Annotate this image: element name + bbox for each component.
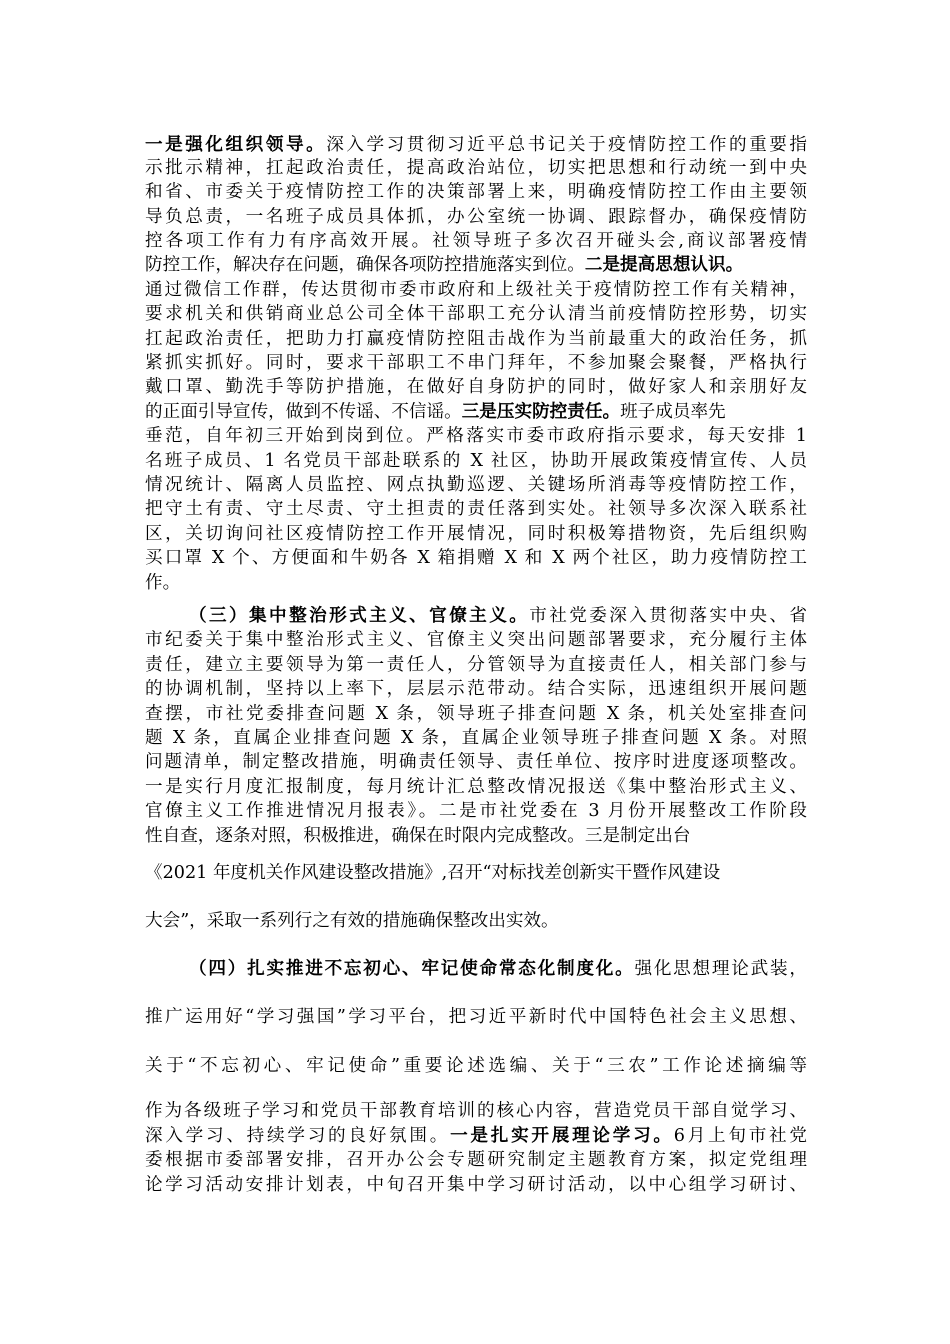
text-line — [145, 279, 807, 301]
text-line — [145, 134, 807, 156]
text-line — [145, 523, 807, 545]
bold-heading-text: 一是强化组织领导。 — [145, 134, 327, 155]
text-line — [145, 157, 807, 179]
body-text: 大会”，采取一系列行之有效的措施确保整改出实效。 — [145, 911, 559, 931]
text-line — [145, 776, 807, 798]
body-text: 6月上旬市社党 — [673, 1126, 807, 1146]
body-text: 论学习活动安排计划表，中旬召开集中学习研讨活动，以中心组学习研讨、 — [145, 1175, 807, 1195]
body-text: 题 X 条，直属企业排查问题 X 条，直属企业领导班子排查问题 X 条。对照 — [145, 728, 807, 748]
text-line — [145, 376, 807, 398]
bold-heading-text: 二是提高思想认识。 — [584, 254, 744, 275]
bold-heading-text: 一是扎实开展理论学习。 — [450, 1125, 674, 1146]
body-text: 性自查，逐条对照，积极推进，确保在时限内完成整改。三是制定出台 — [145, 826, 691, 846]
text-line — [145, 678, 807, 700]
body-text: 一是实行月度汇报制度，每月统计汇总整改情况报送《集中整治形式主义、 — [145, 777, 807, 797]
body-text: 深入学习贯彻习近平总书记关于疫情防控工作的重要指 — [326, 135, 807, 155]
bold-heading-text: （三）集中整治形式主义、官僚主义。 — [189, 605, 530, 626]
body-text: 推广运用好“学习强国”学习平台，把习近平新时代中国特色社会主义思想、 — [145, 1007, 807, 1027]
body-text: 委根据市委部署安排，召开办公会专题研究制定主题教育方案，拟定党组理 — [145, 1150, 807, 1170]
text-line — [145, 303, 807, 325]
body-text: 市社党委深入贯彻落实中央、省 — [529, 606, 807, 626]
text-line — [145, 572, 180, 594]
bold-heading-text: （四）扎实推进不忘初心、牢记使命常态化制度化。 — [189, 958, 635, 979]
body-text: 买口罩 X 个、方便面和牛奶各 X 箱捐赠 X 和 X 两个社区，助力疫情防控工 — [145, 548, 807, 568]
body-text: 示批示精神，扛起政治责任，提高政治站位，切实把思想和行动统一到中央 — [145, 158, 807, 178]
text-line — [145, 703, 807, 725]
text-line — [145, 654, 807, 676]
text-line — [145, 425, 807, 447]
text-line — [145, 474, 807, 496]
text-line — [145, 450, 807, 472]
body-text: 防控工作，解决存在问题，确保各项防控措施落实到位。 — [145, 255, 585, 275]
text-line — [145, 1149, 807, 1171]
body-text: 深入学习、持续学习的良好氛围。 — [145, 1126, 451, 1146]
text-line — [145, 825, 690, 847]
body-text: 市纪委关于集中整治形式主义、官僚主义突出问题部署要求，充分履行主体 — [145, 630, 807, 650]
body-text: 查摆，市社党委排查问题 X 条，领导班子排查问题 X 条，机关处室排查问 — [145, 704, 807, 724]
text-line — [145, 910, 559, 932]
body-text: 区，关切询问社区疫情防控工作开展情况，同时积极筹措物资，先后组织购 — [145, 524, 807, 544]
body-text: 和省、市委关于疫情防控工作的决策部署上来，明确疫情防控工作由主要领 — [145, 182, 807, 202]
body-text: 的协调机制，坚持以上率下，层层示范带动。结合实际，迅速组织开展问题 — [145, 679, 807, 699]
body-text: 扛起政治责任，把助力打赢疫情防控阻击战作为当前最重大的政治任务，抓 — [145, 329, 807, 349]
body-text: 导负总责，一名班子成员具体抓，办公室统一协调、跟踪督办，确保疫情防 — [145, 207, 807, 227]
text-line — [145, 1006, 807, 1028]
text-line — [145, 328, 807, 350]
body-text: 把守土有责、守土尽责、守土担责的责任落到实处。社领导多次深入联系社 — [145, 499, 807, 519]
text-line — [145, 800, 807, 822]
text-line — [145, 498, 807, 520]
body-text: 班子成员率先 — [620, 402, 726, 422]
body-text: 控各项工作有力有序高效开展。社领导班子多次召开碰头会,商议部署疫情 — [145, 231, 807, 251]
text-line — [145, 629, 807, 651]
text-line — [189, 958, 807, 980]
text-line — [145, 352, 807, 374]
body-text: 问题清单，制定整改措施，明确责任领导、责任单位、按序时进度逐项整改。 — [145, 752, 807, 772]
body-text: 《2021 年度机关作风建设整改措施》,召开“对标找差创新实干暨作风建设 — [145, 863, 721, 883]
body-text: 垂范，自年初三开始到岗到位。严格落实市委市政府指示要求，每天安排 1 — [145, 426, 807, 446]
text-line — [145, 206, 807, 228]
body-text: 责任，建立主要领导为第一责任人，分管领导为直接责任人，相关部门参与 — [145, 655, 807, 675]
text-line — [145, 401, 726, 423]
body-text: 关于“不忘初心、牢记使命”重要论述选编、关于“三农”工作论述摘编等 — [145, 1056, 807, 1076]
body-text: 官僚主义工作推进情况月报表》。二是市社党委在 3 月份开展整改工作阶段 — [145, 801, 807, 821]
body-text: 的正面引导宣传，做到不传谣、不信谣。 — [145, 402, 462, 422]
body-text: 情况统计、隔离人员监控、网点执勤巡逻、关键场所消毒等疫情防控工作， — [145, 475, 807, 495]
text-line — [145, 1100, 807, 1122]
text-line — [145, 727, 807, 749]
text-line — [145, 254, 743, 276]
text-line — [145, 751, 807, 773]
body-text: 作为各级班子学习和党员干部教育培训的核心内容，营造党员干部自觉学习、 — [145, 1101, 807, 1121]
text-line — [145, 1174, 807, 1196]
body-text: 作。 — [145, 573, 181, 593]
text-line — [145, 1125, 807, 1147]
body-text: 紧抓实抓好。同时，要求干部职工不串门拜年，不参加聚会聚餐，严格执行 — [145, 353, 807, 373]
body-text: 戴口罩、勤洗手等防护措施，在做好自身防护的同时，做好家人和亲朋好友 — [145, 377, 807, 397]
text-line — [145, 1055, 807, 1077]
body-text: 强化思想理论武装， — [634, 959, 807, 979]
body-text: 要求机关和供销商业总公司全体干部职工充分认清当前疫情防控形势，切实 — [145, 304, 807, 324]
text-line — [145, 230, 807, 252]
text-line — [145, 181, 807, 203]
text-line — [145, 547, 807, 569]
body-text: 通过微信工作群，传达贯彻市委市政府和上级社关于疫情防控工作有关精神， — [145, 280, 807, 300]
text-line — [189, 605, 807, 627]
bold-heading-text: 三是压实防控责任。 — [461, 401, 621, 422]
body-text: 名班子成员、1 名党员干部赴联系的 X 社区，协助开展政策疫情宣传、人员 — [145, 451, 807, 471]
text-line — [145, 862, 720, 884]
